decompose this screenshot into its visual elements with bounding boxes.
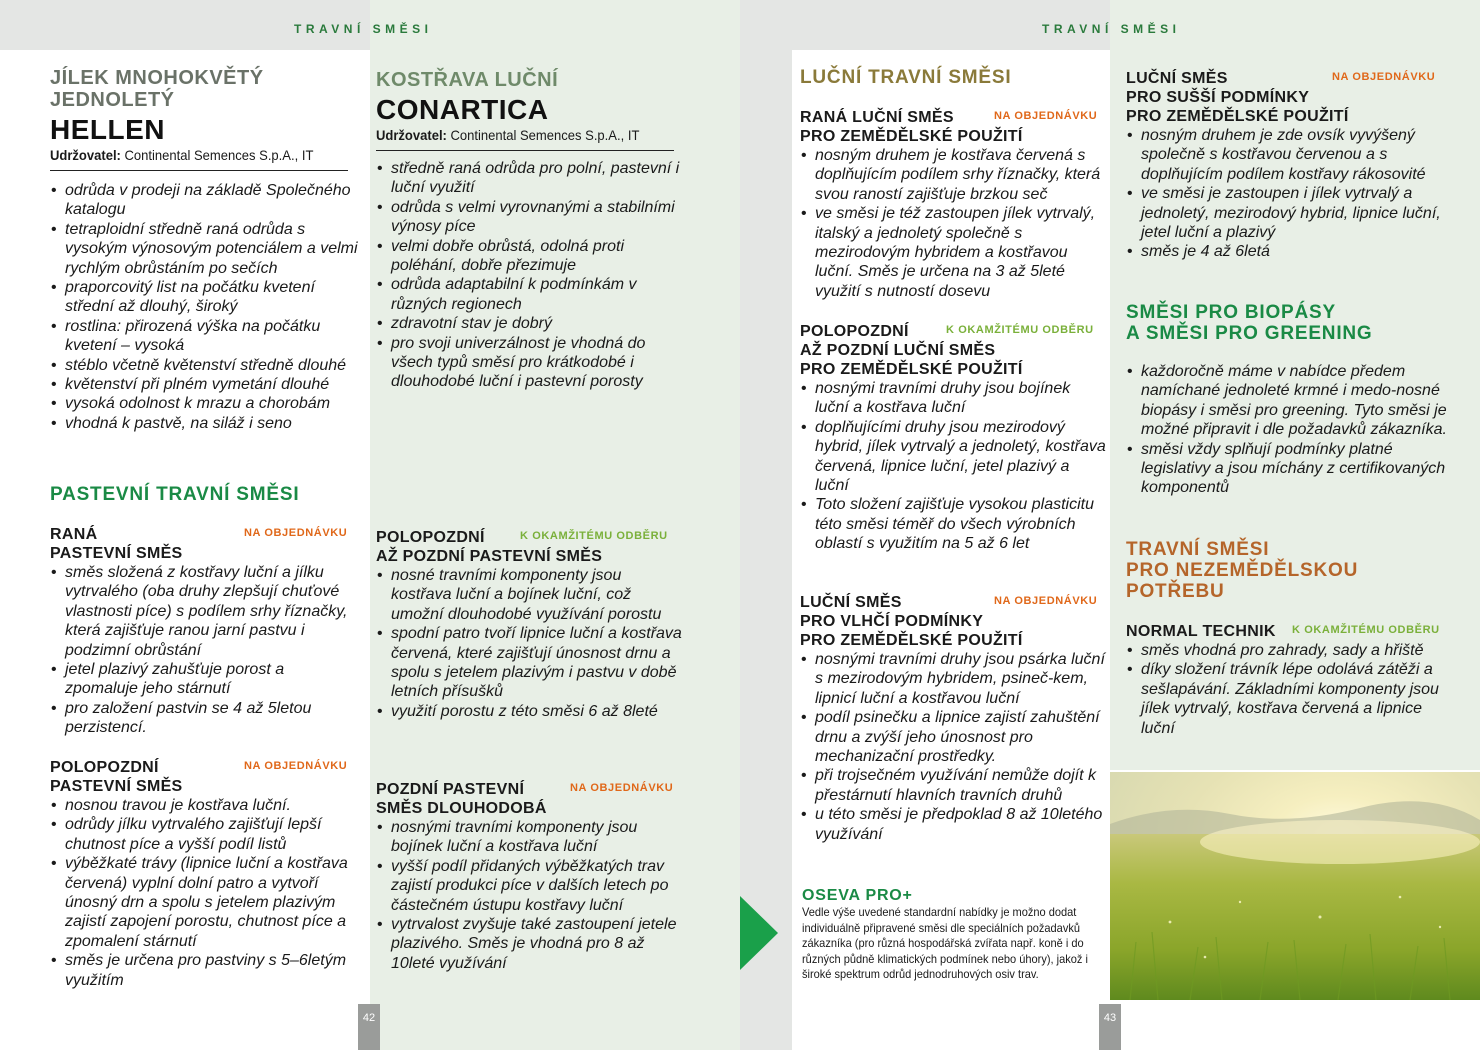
list-item: • výběžkaté trávy (lipnice luční a kostřava červená) vyplní dolní patro a vytvoří únosný drn a spolu s jetelem plazivým zajistí zapojení porostu, chutnost píce a zpomalení stárnutí xyxy=(50,854,360,951)
biopasy-list xyxy=(1126,362,1456,498)
vlhci-block xyxy=(800,593,1106,844)
polopozdni-lucni-heading: POLOPOZDNÍ AŽ POZDNÍ LUČNÍ SMĚS PRO ZEMĚDĚLSKÉ POUŽITÍ K OKAMŽITÉMU ODBĚRU xyxy=(800,323,1094,378)
list-item: • nosnou travou je kostřava luční. xyxy=(50,796,360,815)
list-item: • nosnými travními komponenty jsou bojínek luční a kostřava luční xyxy=(376,818,686,857)
pozdni-pastevni-list xyxy=(376,818,686,973)
list-item: • zdravotní stav je dobrý xyxy=(376,314,681,333)
in-stock-tag: K OKAMŽITÉMU ODBĚRU xyxy=(1292,624,1440,636)
list-item: • každoročně máme v nabídce předem namíchané jednoleté krmné i medo-nosné biopásy i směsi pro greening. Tyto směsi je možné připravit i dle požadavků zákazníka. xyxy=(1126,362,1456,440)
sussi-heading: LUČNÍ SMĚS PRO SUŠŠÍ PODMÍNKY PRO ZEMĚDĚLSKÉ POUŽITÍ NA OBJEDNÁVKU xyxy=(1126,70,1436,125)
pozdni-pastevni-heading: POZDNÍ PASTEVNÍ SMĚS DLOUHODOBÁ NA OBJEDNÁVKU xyxy=(376,781,674,817)
list-item: • rostlina: přirozená výška na počátku kvetení – vysoká xyxy=(50,317,360,356)
list-item: • odrůdy jílku vytrvalého zajišťují lepší chutnost píce a vyšší podíl listů xyxy=(50,815,360,854)
conartica-list xyxy=(376,159,681,392)
rana-pastevni-heading: RANÁ PASTEVNÍ SMĚS NA OBJEDNÁVKU xyxy=(50,526,348,562)
list-item: • tetraploidní středně raná odrůda s vysokým výnosovým potenciálem a velmi rychlým obrůstáním po sečích xyxy=(50,220,360,278)
list-item: • odrůda adaptabilní k podmínkám v různých regionech xyxy=(376,275,681,314)
conartica-variety: CONARTICA xyxy=(376,94,549,125)
sussi-block xyxy=(1126,69,1446,262)
order-tag: NA OBJEDNÁVKU xyxy=(994,110,1098,122)
hellen-rule xyxy=(50,170,348,171)
list-item: • pro založení pastvin se 4 až 5letou perzistencí. xyxy=(50,699,360,738)
list-item: • spodní patro tvoří lipnice luční a kostřava červená, které zajišťují únosnost drnu a spolu s jetelem plazivým i pastvu v době letních přísušků xyxy=(376,624,686,702)
list-item: • nosným druhem je kostřava červená s doplňujícím podílem srhy říznačky, která svou raností zajišťuje brzkou seč xyxy=(800,146,1106,204)
list-item: • směs je určena pro pastviny s 5–6letým využitím xyxy=(50,951,360,990)
polopozdni-lucni-block xyxy=(800,322,1106,554)
order-tag: NA OBJEDNÁVKU xyxy=(994,595,1098,607)
list-item: • směs je 4 až 6letá xyxy=(1126,242,1446,261)
biopasy-block xyxy=(1126,302,1456,498)
conartica-rule xyxy=(376,150,674,151)
nezem-title: TRAVNÍ SMĚSI PRO NEZEMĚDĚLSKOU POTŘEBU xyxy=(1126,539,1359,602)
list-item: • Toto složení zajišťuje vysokou plasticitu této směsi téměř do všech výrobních oblastí s využitím na 5 až 6 let xyxy=(800,495,1106,553)
list-item: • velmi dobře obrůstá, odolná proti poléhání, dobře přezimuje xyxy=(376,237,681,276)
list-item: • ve směsi je zastoupen i jílek vytrvalý a jednoletý, mezirodový hybrid, lipnice luční, jetel luční a plazivý xyxy=(1126,184,1446,242)
list-item: • nosnými travními druhy jsou bojínek luční a kostřava luční xyxy=(800,379,1106,418)
polopozdni-az-list xyxy=(376,566,686,721)
page-number: 43 xyxy=(1099,1004,1121,1050)
list-item: • u této směsi je předpoklad 8 až 10letého využívání xyxy=(800,805,1106,844)
oseva-title: OSEVA PRO+ xyxy=(802,887,913,904)
hellen-list xyxy=(50,181,360,433)
list-item: • směs vhodná pro zahrady, sady a hřiště xyxy=(1126,641,1456,660)
order-tag: NA OBJEDNÁVKU xyxy=(244,527,348,539)
list-item: • směs složená z kostřavy luční a jílku vytrvalého (oba druhy zlepšují chuťové vlastnosti píce) s podílem srhy říznačky, která zajišťuje ranou jarní pastvu i podzimní obrůstání xyxy=(50,563,360,660)
list-item: • při trojsečném využívání nemůže dojít k přestárnutí hlavních travních druhů xyxy=(800,766,1106,805)
grass-field-image xyxy=(1110,772,1480,1000)
list-item: • květenství při plném vymetání dlouhé xyxy=(50,375,360,394)
list-item: • středně raná odrůda pro polní, pastevní i luční využití xyxy=(376,159,681,198)
list-item: • odrůda v prodeji na základě Společného katalogu xyxy=(50,181,360,220)
arrow-right-icon xyxy=(740,896,778,970)
conartica-species: KOSTŘAVA LUČNÍ xyxy=(376,69,559,91)
technik-heading: NORMAL TECHNIK K OKAMŽITÉMU ODBĚRU xyxy=(1126,623,1440,640)
order-tag: NA OBJEDNÁVKU xyxy=(1332,71,1436,83)
list-item: • využití porostu z této směsi 6 až 8leté xyxy=(376,702,686,721)
list-item: • nosné travními komponenty jsou kostřava luční a bojínek luční, což umožní dlouhodobé využívání porostu xyxy=(376,566,686,624)
hellen-maintainer: Udržovatel: Continental Semences S.p.A., IT xyxy=(50,147,314,163)
in-stock-tag: K OKAMŽITÉMU ODBĚRU xyxy=(946,324,1094,336)
hellen-species: JÍLEK MNOHOKVĚTÝ JEDNOLETÝ xyxy=(50,67,264,111)
lucni-title: LUČNÍ TRAVNÍ SMĚSI xyxy=(800,67,1012,88)
list-item: • praporcovitý list na počátku kvetení střední až dlouhý, široký xyxy=(50,278,360,317)
list-item: • jetel plazivý zahušťuje porost a zpomaluje jeho stárnutí xyxy=(50,660,360,699)
list-item: • nosnými travními druhy jsou psárka luční s mezirodovým hybridem, psineč-kem, lipnicí luční a kostřavou luční xyxy=(800,650,1106,708)
polopozdni-pastevni-heading: POLOPOZDNÍ PASTEVNÍ SMĚS NA OBJEDNÁVKU xyxy=(50,759,348,795)
conartica-block xyxy=(376,69,681,392)
rana-lucni-list xyxy=(800,146,1106,301)
list-item: • ve směsi je též zastoupen jílek vytrvalý, italský a jednoletý společně s mezirodovým hybridem a kostřavou luční. Směs je určena na 3 až 5leté využití s nutností dosevu xyxy=(800,204,1106,301)
list-item: • díky složení trávník lépe odolává zátěži a sešlapávání. Základními komponenty jsou jílek vytrvalý, kostřava červená a lipnice luční xyxy=(1126,660,1456,738)
pozdni-pastevni-block xyxy=(376,780,686,973)
polopozdni-az-block xyxy=(376,528,686,721)
oseva-text: Vedle výše uvedené standardní nabídky je možno dodat individuálně připravené směsi dle speciálních požadavků zákazníka (pro různá hospodářská zvířata např. koně i do různých půdně klimatických podmínek nebo úhory), jakož i široké spektrum odrůd jednodruhových osiv trav. xyxy=(802,905,1088,981)
list-item: • podíl psinečku a lipnice zajistí zahuštění drnu a zvýší jeho únosnost pro mechanizační prostředky. xyxy=(800,708,1106,766)
oseva-block xyxy=(802,887,1102,983)
order-tag: NA OBJEDNÁVKU xyxy=(244,760,348,772)
polopozdni-lucni-list xyxy=(800,379,1106,554)
polopozdni-pastevni-block xyxy=(50,758,360,990)
list-item: • stéblo včetně květenství středně dlouhé xyxy=(50,356,360,375)
rana-pastevni-list xyxy=(50,563,360,738)
list-item: • nosným druhem je zde ovsík vyvýšený společně s kostřavou červenou a s doplňujícím podílem kostřavy rákosovité xyxy=(1126,126,1446,184)
page-number: 42 xyxy=(358,1004,380,1050)
list-item: • směsi vždy splňují podmínky platné legislativy a jsou míchány z certifikovaných komponentů xyxy=(1126,440,1456,498)
header-title: TRAVNÍ SMĚSI xyxy=(294,22,433,36)
rana-pastevni-block xyxy=(50,525,360,738)
conartica-maintainer: Udržovatel: Continental Semences S.p.A., IT xyxy=(376,127,640,143)
list-item: • doplňujícími druhy jsou mezirodový hybrid, jílek vytrvalý a jednoletý, kostřava červená, lipnice luční, jetel plazivý a luční xyxy=(800,418,1106,496)
list-item: • vyšší podíl přidaných výběžkatých trav zajistí produkci píce v dalších letech po částečném ústupu kostřavy luční xyxy=(376,857,686,915)
list-item: • vhodná k pastvě, na siláž i seno xyxy=(50,414,360,433)
technik-list xyxy=(1126,641,1456,738)
vlhci-list xyxy=(800,650,1106,844)
vlhci-heading: LUČNÍ SMĚS PRO VLHČÍ PODMÍNKY PRO ZEMĚDĚLSKÉ POUŽITÍ NA OBJEDNÁVKU xyxy=(800,594,1098,649)
grass-field-photo xyxy=(1110,772,1480,1000)
sussi-list xyxy=(1126,126,1446,262)
polopozdni-pastevni-list xyxy=(50,796,360,990)
pastevni-title: PASTEVNÍ TRAVNÍ SMĚSI xyxy=(50,484,300,505)
polopozdni-az-heading: POLOPOZDNÍ AŽ POZDNÍ PASTEVNÍ SMĚS K OKAMŽITÉMU ODBĚRU xyxy=(376,529,668,565)
rana-lucni-heading: RANÁ LUČNÍ SMĚS PRO ZEMĚDĚLSKÉ POUŽITÍ NA OBJEDNÁVKU xyxy=(800,109,1098,145)
header-title: TRAVNÍ SMĚSI xyxy=(1042,22,1181,36)
page-right xyxy=(740,0,1480,1050)
rana-lucni-block xyxy=(800,108,1106,301)
hellen-block xyxy=(50,67,360,433)
hellen-variety: HELLEN xyxy=(50,114,165,145)
list-item: • vysoká odolnost k mrazu a chorobám xyxy=(50,394,360,413)
list-item: • pro svoji univerzálnost je vhodná do všech typů směsí pro krátkodobé i dlouhodobé luční i pastevní porosty xyxy=(376,334,681,392)
list-item: • vytrvalost zvyšuje také zastoupení jetele plazivého. Směs je vhodná pro 8 až 10leté využívání xyxy=(376,915,686,973)
list-item: • odrůda s velmi vyrovnanými a stabilními výnosy píce xyxy=(376,198,681,237)
order-tag: NA OBJEDNÁVKU xyxy=(570,782,674,794)
in-stock-tag: K OKAMŽITÉMU ODBĚRU xyxy=(520,530,668,542)
nezem-block xyxy=(1126,539,1456,738)
biopasy-title: SMĚSI PRO BIOPÁSY A SMĚSI PRO GREENING xyxy=(1126,302,1373,344)
